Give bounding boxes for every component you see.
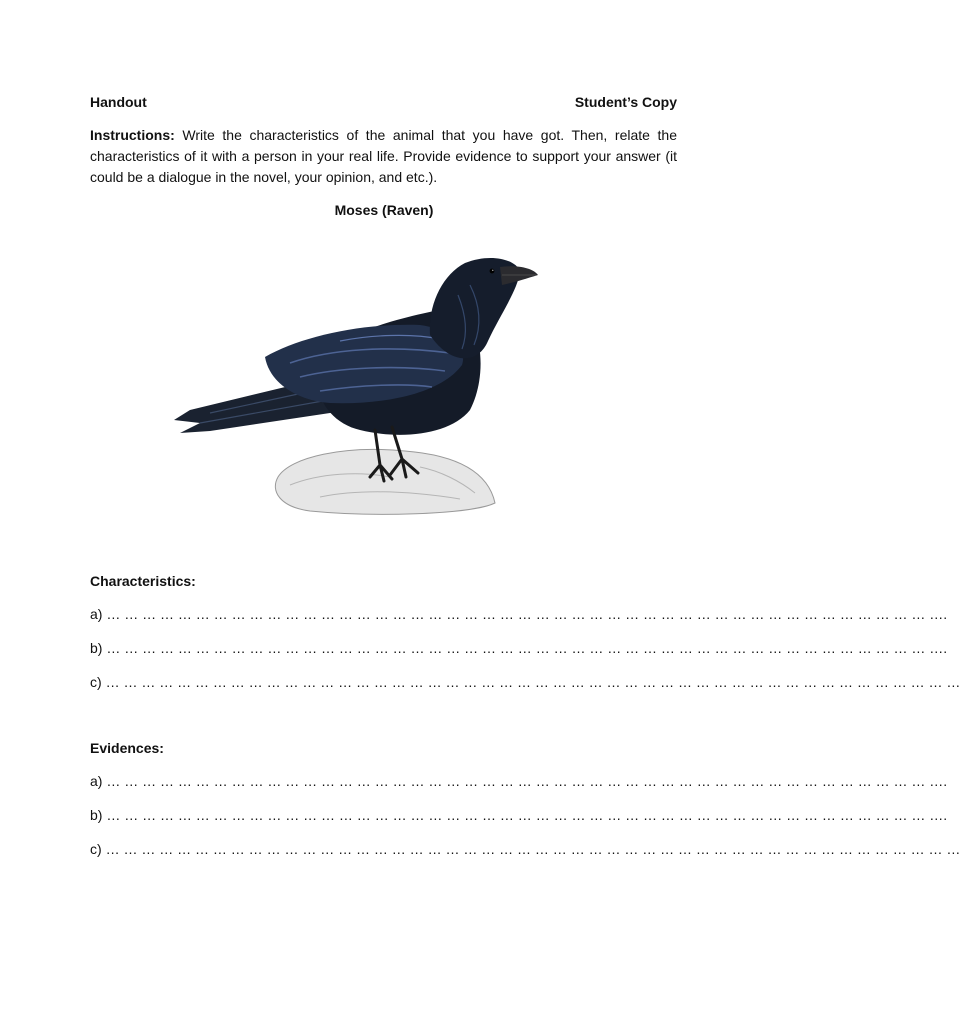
copy-label: Student’s Copy [574,94,677,110]
instructions-label: Instructions: [90,127,175,143]
line-letter: c) [90,674,102,690]
fill-in-dots: … … … … … … … … … … … … … … … … … … … … … … … … … … … … … … … … … … … … … … … … … … … … … … … … [105,674,960,690]
characteristic-line-a[interactable] [90,606,948,622]
raven-illustration-icon [170,245,550,520]
figure-title: Moses (Raven) [334,202,434,218]
document-header [90,94,677,110]
evidence-line-c[interactable] [90,841,960,857]
characteristic-line-c[interactable] [90,674,960,690]
line-letter: b) [90,807,103,823]
handout-title: Handout [90,94,147,110]
characteristic-line-b[interactable] [90,640,948,656]
fill-in-dots: … … … … … … … … … … … … … … … … … … … … … … … … … … … … … … … … … … … … … … … … … … … … … … … … [105,841,960,857]
evidence-line-b[interactable] [90,807,948,823]
fill-in-dots: … … … … … … … … … … … … … … … … … … … … … … … … … … … … … … … … … … … … … … … … … … … … … … …. [106,807,948,823]
evidence-line-a[interactable] [90,773,948,789]
line-letter: c) [90,841,102,857]
line-letter: a) [90,773,103,789]
line-letter: a) [90,606,103,622]
fill-in-dots: … … … … … … … … … … … … … … … … … … … … … … … … … … … … … … … … … … … … … … … … … … … … … … …. [106,606,948,622]
fill-in-dots: … … … … … … … … … … … … … … … … … … … … … … … … … … … … … … … … … … … … … … … … … … … … … … …. [106,773,948,789]
evidences-heading: Evidences: [90,740,164,756]
instructions-paragraph [90,125,677,188]
fill-in-dots: … … … … … … … … … … … … … … … … … … … … … … … … … … … … … … … … … … … … … … … … … … … … … … …. [106,640,948,656]
characteristics-heading: Characteristics: [90,573,196,589]
instructions-text: Write the characteristics of the animal that you have got. Then, relate the characteristics of it with a person in your real life. Provide evidence to support your answer (it could be a dialogue in the novel, your opinion, and etc.). [90,127,677,185]
line-letter: b) [90,640,103,656]
